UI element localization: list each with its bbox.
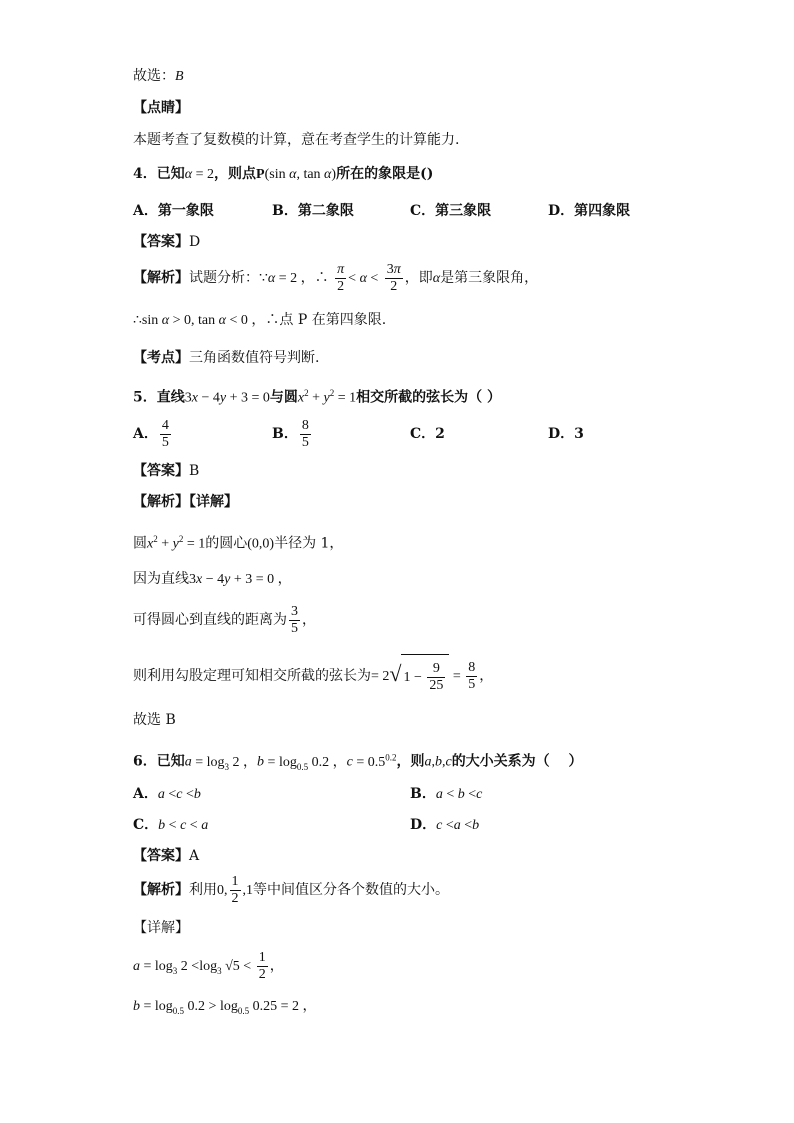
q4-option-d: D．第四象限 <box>548 203 631 219</box>
q5-analysis: 【解析】【详解】 <box>133 494 238 510</box>
q5-option-c: C．2 <box>410 426 445 442</box>
q5-option-b: B． $\frac{8}{5}$ <box>272 417 309 450</box>
q6-option-b: B．a < b <c <box>410 786 483 802</box>
q4-analysis: 【解析】试题分析：∵α = 2 ，∴ $\frac{\pi}{2}$ < α < $\frac{3\pi}{2}$ ，即α是第三象限角， <box>133 261 539 294</box>
question-4: 4．已知α = 2，则点P(sin α, tan α)所在的象限是() <box>133 166 434 182</box>
q6-step-1: $a = \log_3 2 <\log_3$ √5 < $\frac{1}{2}$ ， <box>133 949 284 982</box>
question-6: 6．已知$a = \log_3 2$ ，$b = \log_{0.5} 0.2$ ，$c = 0.5^{0.2}$，则a,b,c的大小关系为（ ） <box>133 752 583 772</box>
q5-option-a: A． $\frac{4}{5}$ <box>133 417 169 450</box>
q4-analysis-2: ∴sin α > 0, tan α < 0 ，∴点 P 在第四象限. <box>133 312 387 328</box>
dianjing-heading: 【点睛】 <box>133 100 189 116</box>
q4-option-c: C．第三象限 <box>410 203 492 219</box>
q6-option-c: C．b < c < a <box>133 817 209 833</box>
q6-step-2: $b = \log_{0.5} 0.2 > \log_{0.5} 0.25 = 2$ ， <box>133 999 317 1016</box>
q5-option-d: D．3 <box>548 426 584 442</box>
dianjing-text: 本题考查了复数模的计算，意在考查学生的计算能力. <box>133 132 460 148</box>
q5-conclusion: 故选 B <box>133 712 176 728</box>
q6-analysis: 【解析】利用0, $\frac{1}{2}$ ,1等中间值区分各个数值的大小。 <box>133 873 449 906</box>
q5-step-1: 圆$x^2 + y^2 = 1$的圆心(0,0)半径为 1， <box>133 534 344 552</box>
q4-answer: 【答案】D <box>133 234 201 250</box>
conclusion-prev: 故选：B <box>133 68 184 84</box>
q4-option-a: A．第一象限 <box>133 203 214 219</box>
q4-option-b: B．第二象限 <box>272 203 354 219</box>
q6-detail-heading: 【详解】 <box>133 920 189 936</box>
q6-option-d: D．c <a <b <box>410 817 480 833</box>
q6-option-a: A．a <c <b <box>133 786 201 802</box>
q6-answer: 【答案】A <box>133 848 200 864</box>
q5-step-4: 则利用勾股定理可知相交所截的弦长为= 2√ 1 − $\frac{9}{25}$ = $\frac{8}{5}$ ， <box>133 652 493 700</box>
question-5: 5．直线3x − 4y + 3 = 0与圆$x^2 + y^2 = 1$相交所截的弦长为（ ） <box>133 388 502 406</box>
q5-step-2: 因为直线3x − 4y + 3 = 0 ， <box>133 571 292 587</box>
q4-kaodian: 【考点】三角函数值符号判断. <box>133 350 320 366</box>
q5-step-3: 可得圆心到直线的距离为 $\frac{3}{5}$ ， <box>133 603 316 636</box>
q5-answer: 【答案】B <box>133 463 200 479</box>
